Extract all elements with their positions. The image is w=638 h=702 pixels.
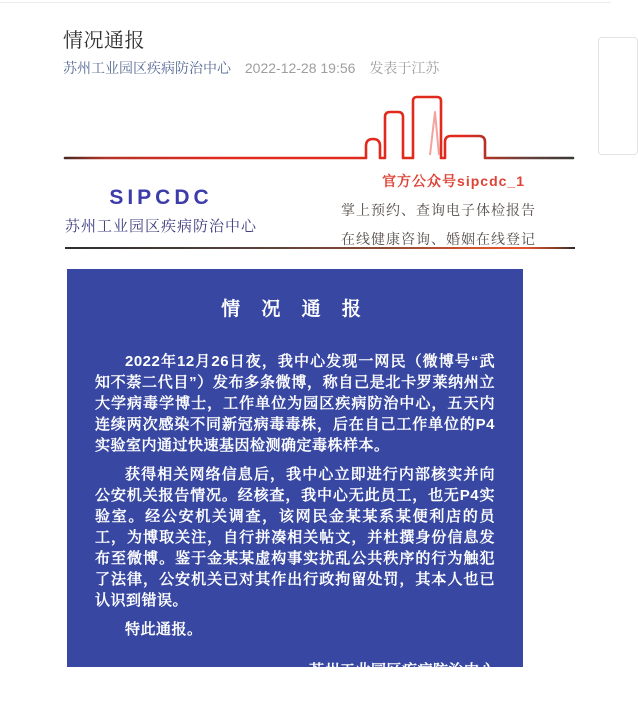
notice-title: 情 况 通 报	[221, 299, 369, 320]
publish-region: 发表于江苏	[369, 60, 440, 76]
official-account-link[interactable]: 苏州工业园区疾病防治中心	[63, 60, 231, 76]
notice-paragraph-1: 2022年12月26日夜，我中心发现一网民（微博号“武知不萘二代目”）发布多条微博，称自己是北卡罗莱纳州立大学病毒学博士，工作单位为园区疾病防治中心，五天内连续两次感染不同新冠病毒毒株，后在自己工作单位的P4实验室内通过快速基因检测确定毒株样本。	[95, 353, 495, 454]
skyline-graphic	[65, 92, 575, 162]
skyline-path	[65, 97, 573, 158]
org-logo-acronym: SIPCDC	[109, 186, 213, 209]
notice-signature: 苏州工业园区疾病防治中心	[308, 662, 495, 679]
notice-card	[67, 269, 523, 700]
notice-paragraph-3: 特此通报。	[125, 621, 203, 638]
publish-time: 2022-12-28 19:56	[244, 60, 356, 76]
top-divider	[0, 2, 611, 3]
notice-paragraph-2: 获得相关网络信息后，我中心立即进行内部核实并向公安机关报告情况。经核查，我中心无此员工，也无P4实验室。经公安机关调查，该网民金某某系某便利店的员工，为博取关注，自行拼凑相关帖文，并杜撰身份信息发布至微博。鉴于金某某虚构事实扰乱公共秩序的行为触犯了法律，公安机关已对其作出行政拘留处罚，其本人也已认识到错误。	[95, 466, 495, 609]
banner-divider	[65, 247, 575, 249]
service-tagline-2: 在线健康咨询、婚姻在线登记	[341, 231, 536, 247]
banner-services	[341, 171, 536, 249]
byline	[63, 58, 439, 78]
edge-floating-panel[interactable]	[598, 37, 638, 155]
org-logo	[63, 186, 259, 236]
notice-date: 2022年12月28日	[377, 683, 495, 700]
service-tagline-1: 掌上预约、查询电子体检报告	[341, 202, 536, 218]
notice-signature-block	[95, 660, 495, 702]
official-account-id: 官方公众号sipcdc_1	[382, 173, 525, 189]
notice-body	[95, 351, 495, 640]
org-logo-name: 苏州工业园区疾病防治中心	[64, 218, 257, 235]
spire-path	[430, 112, 439, 155]
article-title: 情况通报	[63, 30, 145, 52]
